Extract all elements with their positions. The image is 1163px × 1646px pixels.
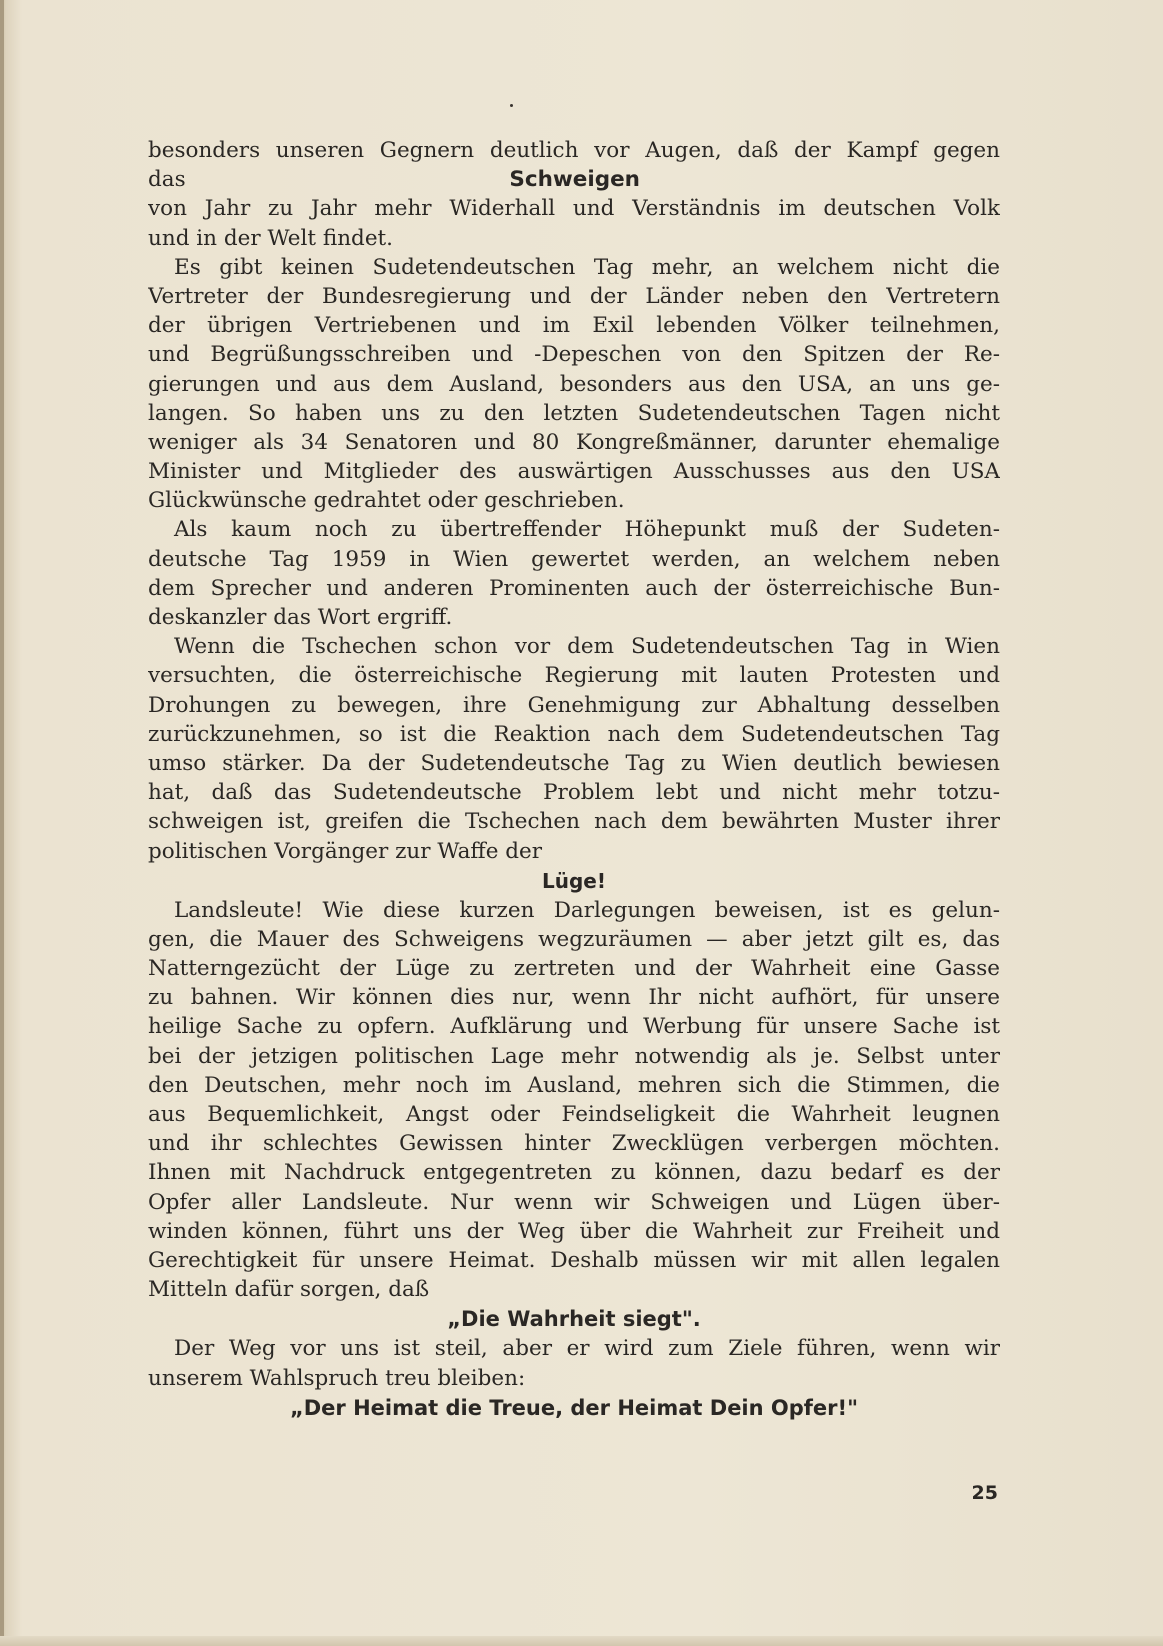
text-line: Als kaum noch zu übertreffender Höhepunkt muß der Sudeten-	[174, 517, 1000, 543]
print-speck	[510, 104, 513, 107]
text-line: Glückwünsche gedrahtet oder geschrieben.	[148, 488, 625, 514]
text-line: bei der jetzigen politischen Lage mehr notwendig als je. Selbst unter	[148, 1043, 1000, 1069]
text-line: politischen Vorgänger zur Waffe der	[148, 838, 543, 864]
heading-luege: Lüge!	[542, 868, 606, 893]
text-line: versuchten, die österreichische Regierung mit lauten Protesten und	[148, 663, 1000, 689]
text-line: den Deutschen, mehr noch im Ausland, mehren sich die Stimmen, die	[148, 1072, 1000, 1098]
heading-schweigen: Schweigen	[509, 167, 640, 193]
text-line: Wenn die Tschechen schon vor dem Sudetendeutschen Tag in Wien	[174, 634, 1000, 660]
text-line: umso stärker. Da der Sudetendeutsche Tag zu Wien deutlich bewiesen	[148, 750, 1000, 776]
text-line: unserem Wahlspruch treu bleiben:	[148, 1365, 526, 1391]
text-line: winden können, führt uns der Weg über die Wahrheit zur Freiheit und	[148, 1218, 1000, 1244]
text-line: und in der Welt findet.	[148, 225, 394, 251]
text-line: Minister und Mitglieder des auswärtigen Ausschusses aus den USA	[148, 459, 1000, 485]
text-line: gierungen und aus dem Ausland, besonders aus den USA, an uns ge-	[148, 371, 1000, 397]
text-line: Mitteln dafür sorgen, daß	[148, 1277, 430, 1303]
text-line: besonders unseren Gegnern deutlich vor Augen, daß der Kampf gegen	[148, 138, 1000, 163]
text-line: Es gibt keinen Sudetendeutschen Tag mehr, an welchem nicht die	[174, 254, 1000, 280]
text-line: schweigen ist, greifen die Tschechen nach dem bewährten Muster ihrer	[148, 809, 1000, 835]
text-line: zu bahnen. Wir können dies nur, wenn Ihr nicht aufhört, für unsere	[148, 985, 1000, 1011]
text-line: dem Sprecher und anderen Prominenten auch der österreichische Bun-	[148, 575, 1000, 601]
text-line: deutsche Tag 1959 in Wien gewertet werden, an welchem neben	[148, 546, 1000, 572]
text-line-das	[148, 165, 1000, 194]
heading-motto: „Der Heimat die Treue, der Heimat Dein Opfer!"	[289, 1395, 859, 1420]
word-das: das	[148, 167, 186, 193]
text-line: Opfer aller Landsleute. Nur wenn wir Schweigen und Lügen über-	[148, 1189, 1000, 1215]
text-line: langen. So haben uns zu den letzten Sudetendeutschen Tagen nicht	[148, 400, 1000, 426]
body-text	[148, 136, 1000, 1423]
text-line: von Jahr zu Jahr mehr Widerhall und Verständnis im deutschen Volk	[148, 196, 1000, 222]
text-line: Vertreter der Bundesregierung und der Länder neben den Vertretern	[148, 283, 1000, 309]
text-line: heilige Sache zu opfern. Aufklärung und Werbung für unsere Sache ist	[148, 1014, 1000, 1040]
text-line: der übrigen Vertriebenen und im Exil lebenden Völker teilnehmen,	[148, 313, 1000, 339]
text-line: Drohungen zu bewegen, ihre Genehmigung zur Abhaltung desselben	[148, 692, 1000, 718]
text-line: und ihr schlechtes Gewissen hinter Zwecklügen verbergen möchten.	[148, 1131, 1000, 1157]
text-line: Landsleute! Wie diese kurzen Darlegungen beweisen, ist es gelun-	[174, 897, 1000, 923]
page-spine	[0, 0, 4, 1646]
page-bottom-edge	[0, 1636, 1163, 1646]
heading-wahrheit-siegt: „Die Wahrheit siegt".	[447, 1307, 701, 1332]
text-line: Natterngezücht der Lüge zu zertreten und der Wahrheit eine Gasse	[148, 956, 1000, 982]
text-line: deskanzler das Wort ergriff.	[148, 605, 453, 630]
text-line: Ihnen mit Nachdruck entgegentreten zu können, dazu bedarf es der	[148, 1160, 1000, 1186]
text-line: Der Weg vor uns ist steil, aber er wird zum Ziele führen, wenn wir	[174, 1336, 1000, 1362]
text-line: hat, daß das Sudetendeutsche Problem lebt und nicht mehr totzu-	[148, 780, 1000, 806]
text-line: zurückzunehmen, so ist die Reaktion nach dem Sudetendeutschen Tag	[148, 721, 1000, 747]
text-line: weniger als 34 Senatoren und 80 Kongreßmänner, darunter ehemalige	[148, 429, 1000, 455]
text-line: aus Bequemlichkeit, Angst oder Feindseligkeit die Wahrheit leugnen	[148, 1102, 1000, 1127]
text-line: gen, die Mauer des Schweigens wegzuräumen — aber jetzt gilt es, das	[148, 926, 1000, 952]
text-line: Gerechtigkeit für unsere Heimat. Deshalb müssen wir mit allen legalen	[148, 1247, 1000, 1273]
page-number: 25	[971, 1482, 998, 1504]
text-line: und Begrüßungsschreiben und -Depeschen von den Spitzen der Re-	[148, 342, 1000, 368]
